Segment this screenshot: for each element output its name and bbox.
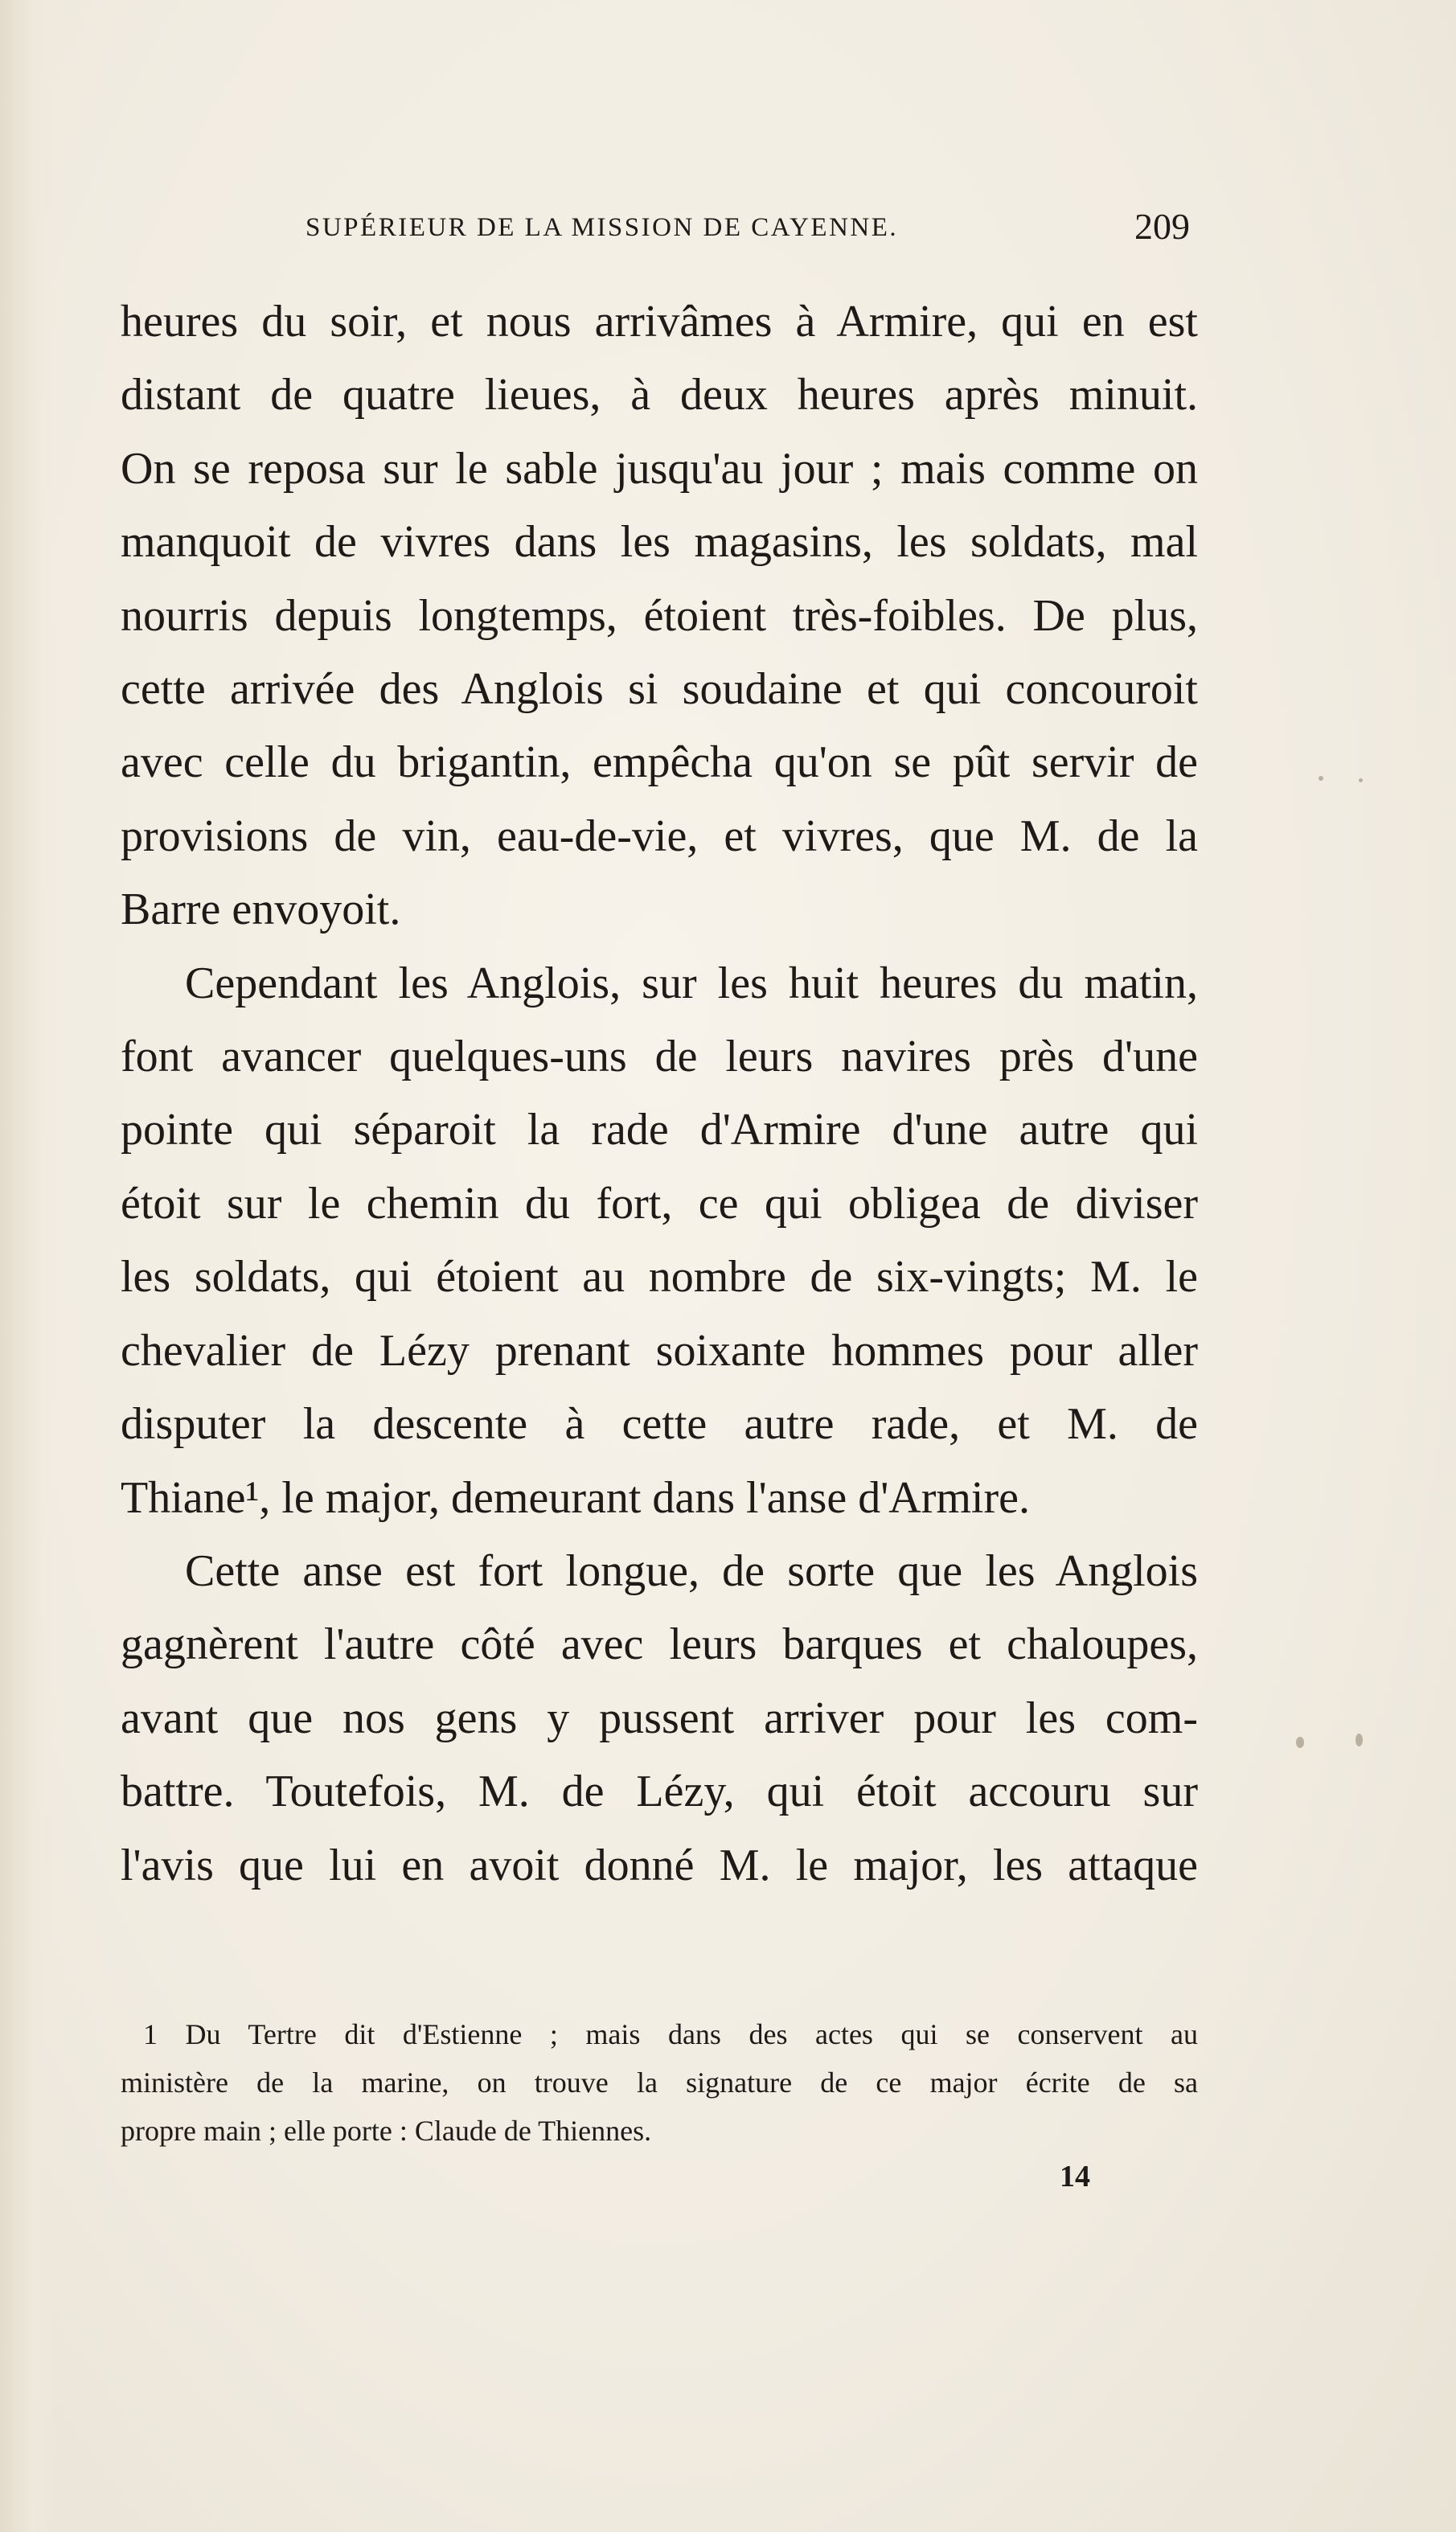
body-line: les soldats, qui étoient au nombre de six-vingts; M. le bbox=[121, 1252, 1198, 1303]
body-line: On se reposa sur le sable jusqu'au jour ; mais comme on bbox=[121, 443, 1198, 494]
body-line: pointe qui séparoit la rade d'Armire d'une autre qui bbox=[121, 1105, 1198, 1155]
body-line: Barre envoyoit. bbox=[121, 884, 401, 935]
body-line: cette arrivée des Anglois si soudaine et qui concouroit bbox=[121, 664, 1198, 715]
signature-mark: 14 bbox=[1060, 2160, 1090, 2193]
body-line: nourris depuis longtemps, étoient très-foibles. De plus, bbox=[121, 590, 1198, 641]
body-line: Cette anse est fort longue, de sorte que les Anglois bbox=[185, 1545, 1198, 1596]
body-line: gagnèrent l'autre côté avec leurs barques et chaloupes, bbox=[121, 1619, 1198, 1670]
paper-speck bbox=[1356, 1734, 1363, 1746]
page-number: 209 bbox=[1134, 206, 1190, 247]
footnote-line: 1 Du Tertre dit d'Estienne ; mais dans des actes qui se conservent au bbox=[143, 2018, 1198, 2050]
body-line: étoit sur le chemin du fort, ce qui obligea de diviser bbox=[121, 1178, 1198, 1229]
paper-speck bbox=[1359, 778, 1363, 782]
footnote-line: ministère de la marine, on trouve la signature de ce major écrite de sa bbox=[121, 2066, 1198, 2099]
body-line: Cependant les Anglois, sur les huit heures du matin, bbox=[185, 958, 1198, 1008]
paper-speck bbox=[1319, 776, 1323, 781]
body-line: avant que nos gens y pussent arriver pour les com- bbox=[121, 1693, 1198, 1743]
body-line: battre. Toutefois, M. de Lézy, qui étoit accouru sur bbox=[121, 1767, 1198, 1817]
body-text bbox=[121, 285, 1198, 1902]
page-header bbox=[121, 205, 1190, 261]
body-line: manquoit de vivres dans les magasins, les soldats, mal bbox=[121, 517, 1198, 568]
footnote-line: propre main ; elle porte : Claude de Thiennes. bbox=[121, 2115, 652, 2147]
body-line: heures du soir, et nous arrivâmes à Armire, qui en est bbox=[121, 297, 1198, 347]
body-line: provisions de vin, eau-de-vie, et vivres, que M. de la bbox=[121, 810, 1198, 861]
running-head: SUPÉRIEUR DE LA MISSION DE CAYENNE. bbox=[306, 213, 899, 242]
body-line: avec celle du brigantin, empêcha qu'on se pût servir de bbox=[121, 737, 1198, 788]
footnotes bbox=[121, 2010, 1198, 2155]
body-line: Thiane¹, le major, demeurant dans l'anse d'Armire. bbox=[121, 1472, 1030, 1523]
body-line: font avancer quelques-uns de leurs navires près d'une bbox=[121, 1032, 1198, 1082]
paper-speck bbox=[1296, 1737, 1304, 1748]
body-line: chevalier de Lézy prenant soixante hommes pour aller bbox=[121, 1325, 1198, 1376]
body-line: distant de quatre lieues, à deux heures après minuit. bbox=[121, 370, 1198, 421]
body-line: disputer la descente à cette autre rade, et M. de bbox=[121, 1399, 1198, 1450]
page-gutter-shadow bbox=[0, 0, 56, 2532]
body-line: l'avis que lui en avoit donné M. le major, les attaque bbox=[121, 1840, 1198, 1890]
